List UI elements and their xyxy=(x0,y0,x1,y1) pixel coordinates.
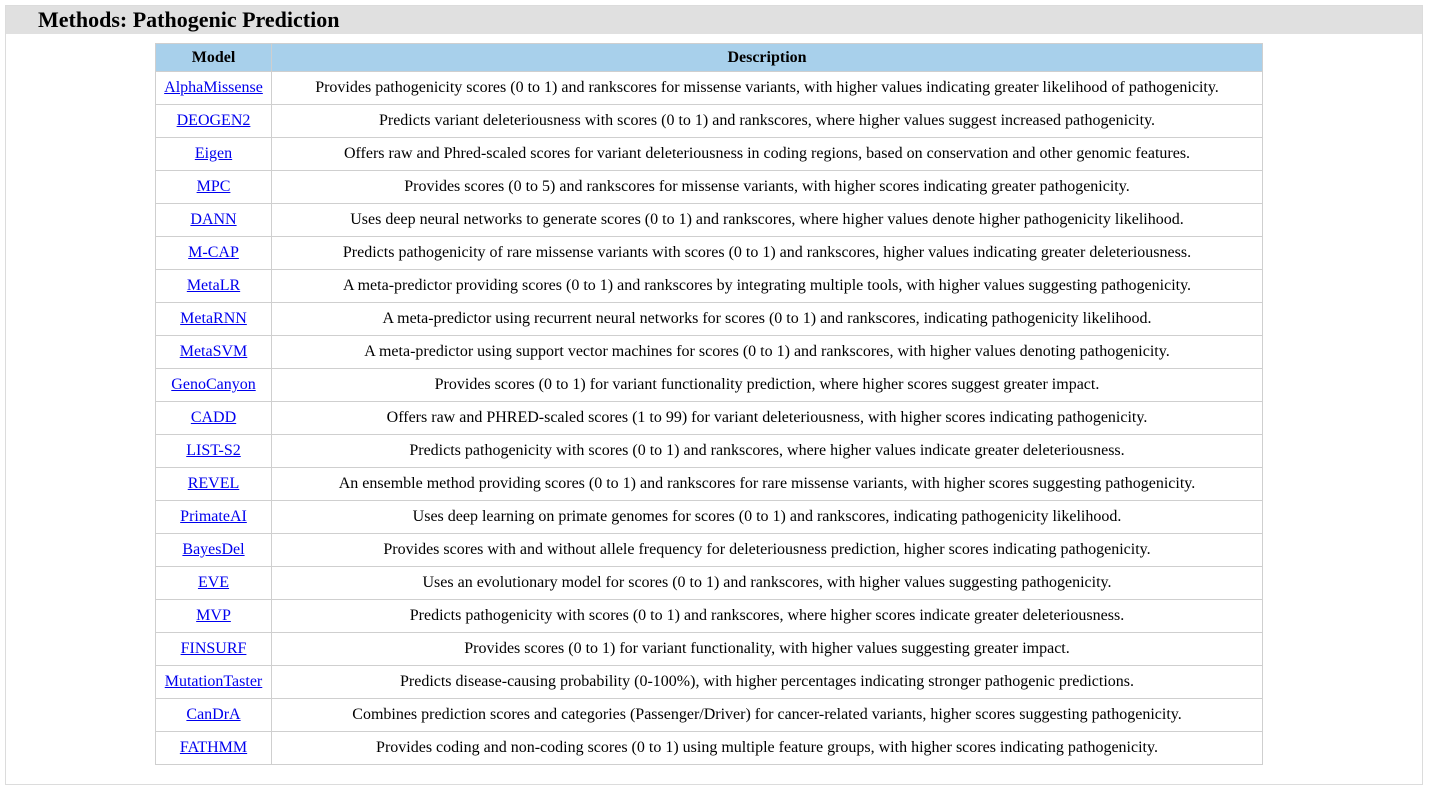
model-link[interactable]: MutationTaster xyxy=(164,673,263,690)
model-link[interactable]: FATHMM xyxy=(179,739,248,756)
table-row xyxy=(156,732,1263,765)
model-cell xyxy=(156,105,272,138)
model-link[interactable]: CADD xyxy=(190,409,237,426)
description-cell: Provides scores (0 to 5) and rankscores for missense variants, with higher scores indicating greater pathogenicity. xyxy=(272,171,1263,204)
model-link[interactable]: M-CAP xyxy=(188,244,239,261)
panel-header xyxy=(6,6,1422,34)
table-row xyxy=(156,138,1263,171)
model-link[interactable]: Eigen xyxy=(194,145,233,162)
model-cell xyxy=(156,303,272,336)
model-cell xyxy=(156,633,272,666)
model-cell xyxy=(156,237,272,270)
model-cell xyxy=(156,534,272,567)
description-cell: Provides pathogenicity scores (0 to 1) and rankscores for missense variants, with higher values indicating greater likelihood of pathogenicity. xyxy=(272,72,1263,105)
model-cell xyxy=(156,270,272,303)
model-link[interactable]: MetaSVM xyxy=(179,343,248,360)
model-link[interactable]: MetaLR xyxy=(186,277,241,294)
table-row xyxy=(156,567,1263,600)
model-cell xyxy=(156,138,272,171)
model-link[interactable]: MetaRNN xyxy=(180,310,247,327)
table-header-row xyxy=(156,44,1263,72)
model-link[interactable]: PrimateAI xyxy=(180,508,247,525)
methods-table-wrap xyxy=(155,43,1263,765)
table-row xyxy=(156,105,1263,138)
table-row xyxy=(156,402,1263,435)
model-cell xyxy=(156,468,272,501)
description-cell: Uses deep neural networks to generate scores (0 to 1) and rankscores, where higher values denote higher pathogenicity likelihood. xyxy=(272,204,1263,237)
model-link[interactable]: EVE xyxy=(197,574,230,591)
description-cell: A meta-predictor providing scores (0 to 1) and rankscores by integrating multiple tools, with higher values suggesting pathogenicity. xyxy=(272,270,1263,303)
description-cell: Offers raw and Phred-scaled scores for variant deleteriousness in coding regions, based on conservation and other genomic features. xyxy=(272,138,1263,171)
model-link[interactable]: DEOGEN2 xyxy=(176,112,251,129)
model-cell xyxy=(156,171,272,204)
model-link[interactable]: MPC xyxy=(196,178,231,195)
model-link[interactable]: DANN xyxy=(190,211,237,228)
model-link[interactable]: AlphaMissense xyxy=(164,79,263,96)
description-cell: Predicts disease-causing probability (0-100%), with higher percentages indicating stronger pathogenic predictions. xyxy=(272,666,1263,699)
model-link[interactable]: LIST-S2 xyxy=(186,442,241,459)
table-row xyxy=(156,369,1263,402)
description-cell: A meta-predictor using support vector machines for scores (0 to 1) and rankscores, with higher values denoting pathogenicity. xyxy=(272,336,1263,369)
model-link[interactable]: MVP xyxy=(196,607,231,624)
table-row xyxy=(156,435,1263,468)
description-cell: A meta-predictor using recurrent neural networks for scores (0 to 1) and rankscores, indicating pathogenicity likelihood. xyxy=(272,303,1263,336)
table-row xyxy=(156,204,1263,237)
table-body xyxy=(156,72,1263,765)
table-row xyxy=(156,270,1263,303)
table-row xyxy=(156,468,1263,501)
model-cell xyxy=(156,600,272,633)
column-header-model: Model xyxy=(156,44,272,72)
description-cell: Uses an evolutionary model for scores (0 to 1) and rankscores, with higher values suggesting pathogenicity. xyxy=(272,567,1263,600)
table-row xyxy=(156,171,1263,204)
table-row xyxy=(156,699,1263,732)
table-row xyxy=(156,633,1263,666)
model-cell xyxy=(156,501,272,534)
model-cell xyxy=(156,72,272,105)
description-cell: Predicts variant deleteriousness with scores (0 to 1) and rankscores, where higher values suggest increased pathogenicity. xyxy=(272,105,1263,138)
description-cell: Uses deep learning on primate genomes for scores (0 to 1) and rankscores, indicating pathogenicity likelihood. xyxy=(272,501,1263,534)
methods-table xyxy=(155,43,1263,765)
table-row xyxy=(156,303,1263,336)
model-cell xyxy=(156,567,272,600)
model-link[interactable]: REVEL xyxy=(187,475,240,492)
table-row xyxy=(156,237,1263,270)
model-cell xyxy=(156,402,272,435)
table-row xyxy=(156,336,1263,369)
description-cell: Provides scores (0 to 1) for variant functionality prediction, where higher scores suggest greater impact. xyxy=(272,369,1263,402)
table-row xyxy=(156,534,1263,567)
description-cell: Combines prediction scores and categories (Passenger/Driver) for cancer-related variants, higher scores suggesting pathogenicity. xyxy=(272,699,1263,732)
description-cell: Provides scores with and without allele frequency for deleteriousness prediction, higher scores indicating pathogenicity. xyxy=(272,534,1263,567)
model-cell xyxy=(156,369,272,402)
model-cell xyxy=(156,732,272,765)
model-cell xyxy=(156,336,272,369)
model-link[interactable]: FINSURF xyxy=(180,640,247,657)
table-row xyxy=(156,666,1263,699)
model-link[interactable]: CanDrA xyxy=(186,706,241,723)
table-row xyxy=(156,501,1263,534)
model-cell xyxy=(156,699,272,732)
description-cell: Predicts pathogenicity of rare missense variants with scores (0 to 1) and rankscores, higher values indicating greater deleteriousness. xyxy=(272,237,1263,270)
description-cell: Predicts pathogenicity with scores (0 to 1) and rankscores, where higher values indicate greater deleteriousness. xyxy=(272,435,1263,468)
model-cell xyxy=(156,666,272,699)
model-cell xyxy=(156,204,272,237)
column-header-description: Description xyxy=(272,44,1263,72)
description-cell: Provides scores (0 to 1) for variant functionality, with higher values suggesting greater impact. xyxy=(272,633,1263,666)
description-cell: Offers raw and PHRED-scaled scores (1 to 99) for variant deleteriousness, with higher scores indicating pathogenicity. xyxy=(272,402,1263,435)
description-cell: Provides coding and non-coding scores (0 to 1) using multiple feature groups, with higher scores indicating pathogenicity. xyxy=(272,732,1263,765)
model-link[interactable]: BayesDel xyxy=(182,541,245,558)
table-row xyxy=(156,72,1263,105)
page-title: Methods: Pathogenic Prediction xyxy=(38,7,340,32)
model-cell xyxy=(156,435,272,468)
table-row xyxy=(156,600,1263,633)
model-link[interactable]: GenoCanyon xyxy=(171,376,256,393)
description-cell: Predicts pathogenicity with scores (0 to 1) and rankscores, where higher scores indicate greater deleteriousness. xyxy=(272,600,1263,633)
description-cell: An ensemble method providing scores (0 to 1) and rankscores for rare missense variants, with higher scores suggesting pathogenicity. xyxy=(272,468,1263,501)
